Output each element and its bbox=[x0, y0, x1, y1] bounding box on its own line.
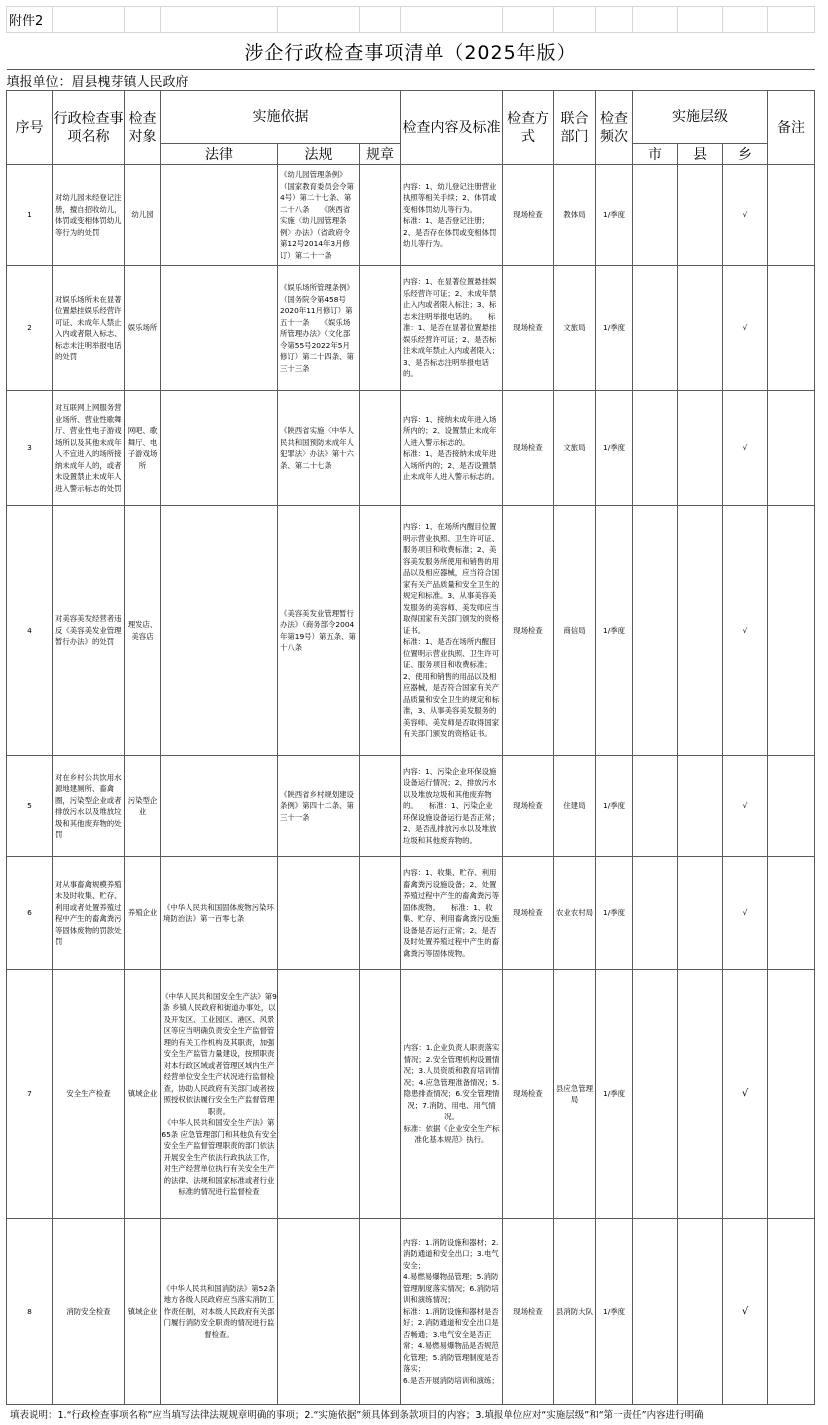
cell-city bbox=[633, 391, 678, 506]
header-remark: 备注 bbox=[768, 91, 815, 165]
cell-object: 镇域企业 bbox=[125, 970, 161, 1219]
cell-freq: 1/季度 bbox=[596, 857, 633, 970]
title-row bbox=[7, 33, 815, 70]
cell-regulation: 《娱乐场所管理条例》（国务院令第458号2020年11月修订）第五十一条 《娱乐场所管理办法》（文化部令第55号2022年5月修订）第二十四条、第三十三条 bbox=[278, 266, 360, 391]
cell-law bbox=[161, 756, 278, 857]
cell-remark bbox=[768, 1219, 815, 1405]
cell-item: 对幼儿园未经登记注册，擅自招收幼儿，体罚或变相体罚幼儿等行为的处罚 bbox=[53, 165, 125, 266]
cell-content: 内容：1、在场所内醒目位置明示营业执照、卫生许可证、服务项目和收费标准；2、美容美发服务所使用和销售的用品以及相应器械，应当符合国家有关产品质量和安全卫生的规定和标准。3、从事美容美发服务的美容师、美发师应当取得国家有关部门颁发的资格证书。 标准：1、是否在场所内醒目位置明示营业执照、卫生许可证、服务项目和收费标准；2、使用和销售的用品以及相应器械，是否符合国家有关产品质量和安全卫生的规定和标准，3、从事美容美发服务的美容师、美发师是否取得国家有关部门颁发的资格证书。 bbox=[401, 506, 503, 756]
header-city: 市 bbox=[633, 144, 678, 165]
cell-rule bbox=[360, 970, 401, 1219]
cell-object: 幼儿园 bbox=[125, 165, 161, 266]
cell-county bbox=[678, 506, 723, 756]
cell-object: 网吧、歌舞厅、电子游戏场所 bbox=[125, 391, 161, 506]
cell-rule bbox=[360, 756, 401, 857]
table-row bbox=[7, 266, 815, 391]
cell-content: 内容：1、在显著位置悬挂娱乐经营许可证；2、未成年禁止入内或者限入标注；3、标志未注明举报电话的。 标准：1、是否在显著位置悬挂娱乐经营许可证；2、是否标注未成年禁止入内或者限入；3、是否标志注明举报电话的。 bbox=[401, 266, 503, 391]
cell-city bbox=[633, 857, 678, 970]
checklist-table bbox=[6, 6, 815, 1405]
cell-dept: 文旅局 bbox=[554, 266, 596, 391]
cell-rule bbox=[360, 165, 401, 266]
header-method: 检查方式 bbox=[503, 91, 554, 165]
reporting-unit: 填报单位：眉县槐芽镇人民政府 bbox=[6, 74, 189, 90]
header-dept: 联合部门 bbox=[554, 91, 596, 165]
cell-county bbox=[678, 756, 723, 857]
cell-object: 污染型企业 bbox=[125, 756, 161, 857]
cell-item: 对美容美发经营者违反《美容美发业管理暂行办法》的处罚 bbox=[53, 506, 125, 756]
cell-content: 内容：1、幼儿登记注册营业执照等相关手续；2、体罚或变相体罚幼儿等行为。 标准：1、是否登记注册；2、是否存在体罚或变相体罚幼儿等行为。 bbox=[401, 165, 503, 266]
cell-regulation: 《陕西省乡村规划建设条例》第四十二条、第三十一条 bbox=[278, 756, 360, 857]
cell-dept: 县消防大队 bbox=[554, 1219, 596, 1405]
cell-method: 现场检查 bbox=[503, 165, 554, 266]
checklist-sheet bbox=[6, 6, 814, 1405]
cell-seq: 7 bbox=[7, 970, 53, 1219]
cell-law: 《中华人民共和国安全生产法》第9条 乡镇人民政府和街道办事处，以及开发区、工业园区、港区、风景区等应当明确负责安全生产监督管理的有关工作机构及其职责，加强安全生产监管力量建设，按照职责对本行政区域或者管理区域内生产经营单位安全生产状况进行监督检查，协助人民政府有关部门或者按照授权依法履行安全生产监督管理职责。 《中华人民共和国安全生产法》第65条 应急管理部门和其他负有安全安全生产监督管理职责的部门依法开展安全生产依法行政执法工作，对生产经营单位执行有关安全生产的法律、法规和国家标准或者行业标准的情况进行监督检查 bbox=[161, 970, 278, 1219]
cell-remark bbox=[768, 165, 815, 266]
cell-content: 内容：1、收集、贮存、利用畜禽粪污设施设备；2、处置养殖过程中产生的畜禽粪污等固体废物。 标准：1、收集、贮存、利用畜禽粪污设施设备是否运行正常；2、是否及时处置养殖过程中产生的畜禽粪污等固体废物。 bbox=[401, 857, 503, 970]
cell-content: 内容：1、接纳未成年进入场所内的；2、设置禁止未成年人进入警示标志的。 标准：1、是否接纳未成年进入场所内的；2、是否设置禁止未成年人进入警示标志的。 bbox=[401, 391, 503, 506]
cell-object: 养殖企业 bbox=[125, 857, 161, 970]
cell-freq: 1/季度 bbox=[596, 756, 633, 857]
cell-township-check: √ bbox=[723, 756, 768, 857]
header-level: 实施层级 bbox=[633, 91, 768, 144]
table-row bbox=[7, 970, 815, 1219]
cell-dept: 住建局 bbox=[554, 756, 596, 857]
cell-object: 娱乐场所 bbox=[125, 266, 161, 391]
header-rule: 规章 bbox=[360, 144, 401, 165]
cell-seq: 2 bbox=[7, 266, 53, 391]
cell-object: 理发店、美容店 bbox=[125, 506, 161, 756]
cell-county bbox=[678, 970, 723, 1219]
header-basis: 实施依据 bbox=[161, 91, 401, 144]
cell-remark bbox=[768, 506, 815, 756]
cell-law bbox=[161, 266, 278, 391]
cell-city bbox=[633, 165, 678, 266]
cell-remark bbox=[768, 266, 815, 391]
cell-county bbox=[678, 266, 723, 391]
cell-method: 现场检查 bbox=[503, 266, 554, 391]
table-row bbox=[7, 391, 815, 506]
cell-item: 消防安全检查 bbox=[53, 1219, 125, 1405]
cell-freq: 1/季度 bbox=[596, 1219, 633, 1405]
cell-seq: 8 bbox=[7, 1219, 53, 1405]
table-row bbox=[7, 506, 815, 756]
footnote: 填表说明：1.“行政检查事项名称”应当填写法律法规规章明确的事项；2.“实施依据”须具体到条款项目的内容；3.填报单位应对“实施层级”和“第一责任”内容进行明确 bbox=[10, 1410, 704, 1421]
cell-county bbox=[678, 391, 723, 506]
cell-content: 内容：1.企业负责人职责落实情况；2.安全管理机构设置情况；3.人员资质和教育培训情况；4.应急管理准备情况；5.隐患排查情况；6.安全管理情况；7.消防、用电、用气情况。 标准：依据《企业安全生产标准化基本规范》执行。 bbox=[401, 970, 503, 1219]
cell-seq: 3 bbox=[7, 391, 53, 506]
cell-remark bbox=[768, 857, 815, 970]
cell-method: 现场检查 bbox=[503, 506, 554, 756]
header-content: 检查内容及标准 bbox=[401, 91, 503, 165]
cell-object: 镇域企业 bbox=[125, 1219, 161, 1405]
cell-county bbox=[678, 857, 723, 970]
cell-item: 对互联网上网服务营业场所、营业性歌舞厅、营业性电子游戏场所以及其他未成年人不宜进入的场所接纳未成年人的，或者未设置禁止未成年人进入警示标志的处罚 bbox=[53, 391, 125, 506]
cell-city bbox=[633, 756, 678, 857]
header-township: 乡 bbox=[723, 144, 768, 165]
cell-township-check: √ bbox=[723, 857, 768, 970]
cell-township-check: √ bbox=[723, 391, 768, 506]
cell-law: 《中华人民共和国固体废物污染环境防治法》第一百零七条 bbox=[161, 857, 278, 970]
header-seq: 序号 bbox=[7, 91, 53, 165]
cell-township-check: √ bbox=[723, 266, 768, 391]
cell-county bbox=[678, 1219, 723, 1405]
cell-content: 内容：1、污染企业环保设施设备运行情况；2、排放污水以及堆放垃圾和其他废弃物的。 标准：1、污染企业环保设施设备运行是否正常；2、是否乱排放污水以及堆放垃圾和其他废弃物的。 bbox=[401, 756, 503, 857]
cell-dept: 商信局 bbox=[554, 506, 596, 756]
cell-city bbox=[633, 1219, 678, 1405]
cell-law: 《中华人民共和国消防法》第52条地方各级人民政府应当落实消防工作责任制，对本级人民政府有关部门履行消防安全职责的情况进行监督检查。 bbox=[161, 1219, 278, 1405]
cell-freq: 1/季度 bbox=[596, 266, 633, 391]
cell-regulation: 《美容美发业管理暂行办法》（商务部令2004年第19号）第五条、第十八条 bbox=[278, 506, 360, 756]
cell-remark bbox=[768, 756, 815, 857]
header-item: 行政检查事项名称 bbox=[53, 91, 125, 165]
table-row bbox=[7, 165, 815, 266]
header-county: 县 bbox=[678, 144, 723, 165]
cell-rule bbox=[360, 266, 401, 391]
cell-law bbox=[161, 391, 278, 506]
cell-county bbox=[678, 165, 723, 266]
cell-item: 安全生产检查 bbox=[53, 970, 125, 1219]
cell-remark bbox=[768, 970, 815, 1219]
cell-method: 现场检查 bbox=[503, 970, 554, 1219]
cell-law bbox=[161, 506, 278, 756]
cell-law bbox=[161, 165, 278, 266]
cell-seq: 4 bbox=[7, 506, 53, 756]
unit-row bbox=[7, 70, 815, 91]
cell-regulation: 《幼儿园管理条例》（国家教育委员会令第4号）第二十七条、第二十八条 《陕西省实施〈幼儿园管理条例〉办法》（省政府令第12号2014年3月修订）第二十一条 bbox=[278, 165, 360, 266]
table-row bbox=[7, 756, 815, 857]
cell-seq: 1 bbox=[7, 165, 53, 266]
cell-item: 对娱乐场所未在显著位置悬挂娱乐经营许可证、未成年人禁止入内或者限入标志、标志未注明举报电话的处罚 bbox=[53, 266, 125, 391]
cell-regulation: 《陕西省实施〈中华人民共和国预防未成年人犯罪法〉办法》第十六条、第二十七条 bbox=[278, 391, 360, 506]
cell-township-check: √ bbox=[723, 1219, 768, 1405]
cell-freq: 1/季度 bbox=[596, 506, 633, 756]
cell-content: 内容：1.消防设施和器材；2.消防通道和安全出口；3.电气安全； 4.易燃易爆物品管理；5.消防管理制度落实情况；6.消防培训和演练情况； 标准：1.消防设施和器材是否好；2.消防通道和安全出口是否畅通；3.电气安全是否正常；4.易燃易爆物品是否规范化管理；5.消防管理制度是否落实； 6.是否开展消防培训和演练； bbox=[401, 1219, 503, 1405]
cell-rule bbox=[360, 391, 401, 506]
cell-regulation bbox=[278, 1219, 360, 1405]
cell-method: 现场检查 bbox=[503, 857, 554, 970]
table-row bbox=[7, 857, 815, 970]
header-row-1 bbox=[7, 91, 815, 144]
header-law: 法律 bbox=[161, 144, 278, 165]
cell-method: 现场检查 bbox=[503, 1219, 554, 1405]
cell-dept: 文旅局 bbox=[554, 391, 596, 506]
header-object: 检查对象 bbox=[125, 91, 161, 165]
cell-city bbox=[633, 506, 678, 756]
cell-item: 对在乡村公共饮用水源地建厕所、畜禽圈，污染型企业或者排放污水以及堆放垃圾和其他废弃物的处罚 bbox=[53, 756, 125, 857]
cell-township-check: √ bbox=[723, 970, 768, 1219]
cell-freq: 1/季度 bbox=[596, 970, 633, 1219]
cell-dept: 县应急管理局 bbox=[554, 970, 596, 1219]
cell-city bbox=[633, 970, 678, 1219]
cell-method: 现场检查 bbox=[503, 391, 554, 506]
cell-dept: 教体局 bbox=[554, 165, 596, 266]
cell-rule bbox=[360, 506, 401, 756]
cell-regulation bbox=[278, 857, 360, 970]
attachment-label: 附件2 bbox=[7, 7, 53, 33]
table-row bbox=[7, 1219, 815, 1405]
cell-seq: 5 bbox=[7, 756, 53, 857]
cell-method: 现场检查 bbox=[503, 756, 554, 857]
cell-freq: 1/季度 bbox=[596, 391, 633, 506]
cell-township-check: √ bbox=[723, 165, 768, 266]
header-freq: 检查频次 bbox=[596, 91, 633, 165]
cell-item: 对从事畜禽规模养殖未及时收集、贮存、利用或者处置养殖过程中产生的畜禽粪污等固体废物的罚款处罚 bbox=[53, 857, 125, 970]
cell-rule bbox=[360, 857, 401, 970]
cell-dept: 农业农村局 bbox=[554, 857, 596, 970]
cell-freq: 1/季度 bbox=[596, 165, 633, 266]
attachment-row bbox=[7, 7, 815, 33]
cell-city bbox=[633, 266, 678, 391]
cell-seq: 6 bbox=[7, 857, 53, 970]
cell-township-check: √ bbox=[723, 506, 768, 756]
cell-rule bbox=[360, 1219, 401, 1405]
cell-regulation bbox=[278, 970, 360, 1219]
header-regulation: 法规 bbox=[278, 144, 360, 165]
page-title: 涉企行政检查事项清单（2025年版） bbox=[7, 33, 815, 70]
cell-remark bbox=[768, 391, 815, 506]
